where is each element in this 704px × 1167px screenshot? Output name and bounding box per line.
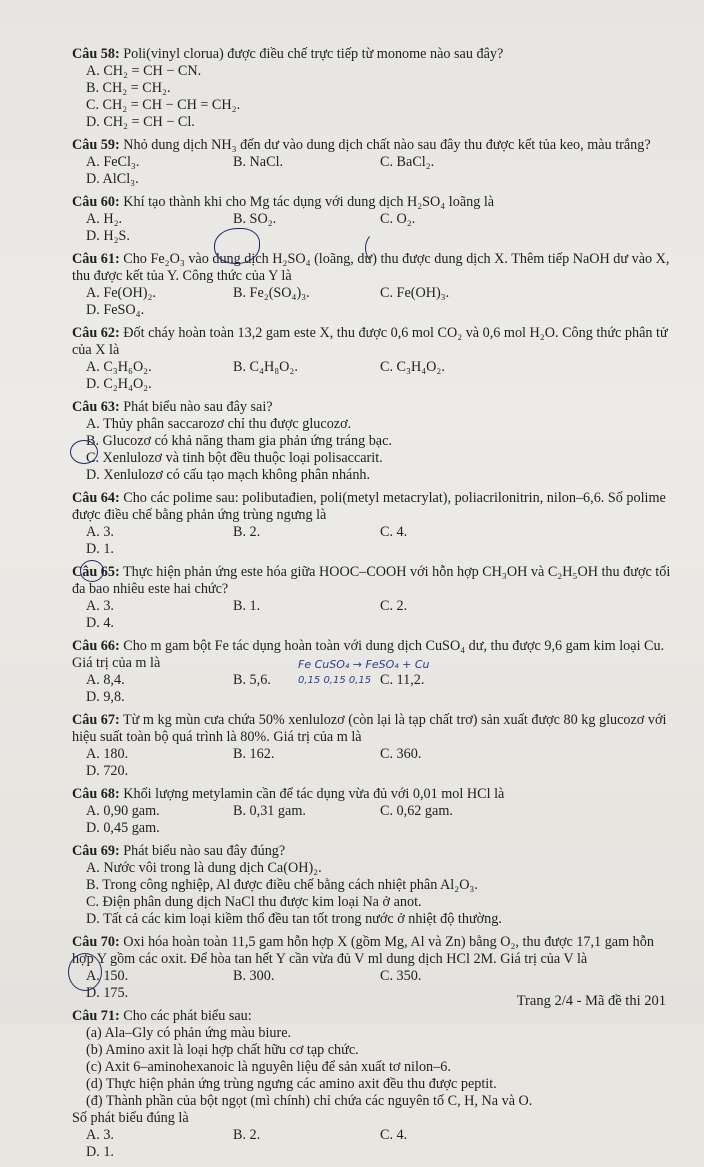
- option-c: C. Điện phân dung dịch NaCl thu được kim loại Na ở anot.: [86, 894, 422, 910]
- options: [72, 803, 672, 837]
- option-a: A. 0,90 gam.: [86, 803, 160, 819]
- question-62: [72, 325, 672, 393]
- question-tail: Số phát biểu đúng là: [72, 1110, 189, 1126]
- option-c: C. 2.: [380, 598, 408, 614]
- question-69: [72, 843, 672, 928]
- question-stem: Câu 65: Thực hiện phản ứng este hóa giữa HOOC–COOH với hỗn hợp CH₃OH và C₂H₅OH thu được tối đa bao nhiêu este hai chức?: [72, 564, 671, 597]
- option-d: D. 1.: [86, 541, 114, 557]
- question-70: [72, 934, 672, 1002]
- question-stem: Câu 66: Cho m gam bột Fe tác dụng hoàn toàn với dung dịch CuSO₄ dư, thu được 9,6 gam kim loại Cu. Giá trị của m là: [72, 638, 665, 671]
- option-b: B. NaCl.: [233, 154, 284, 170]
- question-63: [72, 399, 672, 484]
- question-stem: Câu 64: Cho các polime sau: polibutađien, poli(metyl metacrylat), poliacrilonitrin, nilon–6,6. Số polime được điều chế bằng phản ứng trùng ngưng là: [72, 490, 666, 523]
- option-d: D. Xenlulozơ có cấu tạo mạch không phân nhánh.: [86, 467, 371, 483]
- question-64: [72, 490, 672, 558]
- question-61: [72, 251, 672, 319]
- option-a: A. FeCl₃.: [86, 154, 140, 170]
- option-b: B. 2.: [233, 524, 261, 540]
- question-65: [72, 564, 672, 632]
- option-d: D. 175.: [86, 985, 129, 1001]
- option-a: A. Thủy phân saccarozơ chỉ thu được glucozơ.: [86, 416, 352, 432]
- question-71: [72, 1008, 672, 1161]
- option-a: A. 150.: [86, 968, 129, 984]
- option-a: A. Fe(OH)₂.: [86, 285, 156, 301]
- question-58: [72, 46, 672, 131]
- option-c: C. 4.: [380, 524, 408, 540]
- question-59: [72, 137, 672, 188]
- question-stem: Câu 62: Đốt cháy hoàn toàn 13,2 gam este X, thu được 0,6 mol CO₂ và 0,6 mol H₂O. Công thức phân tử của X là: [72, 325, 668, 358]
- option-d: D. CH₂ = CH − Cl.: [86, 114, 195, 130]
- option-b: B. 300.: [233, 968, 275, 984]
- option-d: D. C₂H₄O₂.: [86, 376, 152, 392]
- question-stem: Câu 67: Từ m kg mùn cưa chứa 50% xenlulozơ (còn lại là tạp chất trơ) sản xuất được 80 kg glucozơ với hiệu suất toàn bộ quá trình là 80%. Giá trị của m là: [72, 712, 667, 745]
- option-b: B. 1.: [233, 598, 261, 614]
- options: [72, 746, 672, 780]
- options: [72, 1127, 672, 1161]
- option-c: C. 4.: [380, 1127, 408, 1143]
- question-stem: Câu 69: Phát biểu nào sau đây đúng?: [72, 843, 286, 859]
- option-c: C. Xenlulozơ và tinh bột đều thuộc loại polisaccarit.: [86, 450, 383, 466]
- option-d: D. 9,8.: [86, 689, 125, 705]
- option-b: B. Trong công nghiệp, Al được điều chế bằng cách nhiệt phân Al₂O₃.: [86, 877, 478, 893]
- option-a: A. CH₂ = CH − CN.: [86, 63, 202, 79]
- question-stem: Câu 58: Poli(vinyl clorua) được điều chế trực tiếp từ monome nào sau đây?: [72, 46, 504, 62]
- option-b: B. Glucozơ có khả năng tham gia phản ứng tráng bạc.: [86, 433, 392, 449]
- option-a: A. C₃H₆O₂.: [86, 359, 152, 375]
- question-stem: Câu 63: Phát biểu nào sau đây sai?: [72, 399, 273, 415]
- option-a: A. H₂.: [86, 211, 123, 227]
- option-d: D. 1.: [86, 1144, 114, 1160]
- question-stem: Câu 71: Cho các phát biểu sau:: [72, 1008, 252, 1024]
- option-d: D. H₂S.: [86, 228, 130, 244]
- option-c: C. C₃H₄O₂.: [380, 359, 445, 375]
- question-stem: Câu 61: Cho Fe₂O₃ vào dung dịch H₂SO₄ (loãng, dư) thu được dung dịch X. Thêm tiếp NaOH dư vào X, thu được kết tủa Y. Công thức của Y là: [72, 251, 670, 284]
- option-d: D. 4.: [86, 615, 114, 631]
- option-c: C. BaCl₂.: [380, 154, 435, 170]
- options: [72, 860, 672, 928]
- option-b: B. 5,6.: [233, 672, 271, 688]
- question-66: [72, 638, 672, 706]
- options: [72, 285, 672, 319]
- question-68: [72, 786, 672, 837]
- options: [72, 154, 672, 188]
- question-stem: Câu 68: Khối lượng metylamin cần để tác dụng vừa đủ với 0,01 mol HCl là: [72, 786, 505, 802]
- options: [72, 416, 672, 484]
- question-67: [72, 712, 672, 780]
- option-c: C. 350.: [380, 968, 422, 984]
- option-c: C. 0,62 gam.: [380, 803, 453, 819]
- options: [72, 63, 672, 131]
- option-d: D. Tất cả các kim loại kiềm thổ đều tan tốt trong nước ở nhiệt độ thường.: [86, 911, 502, 927]
- option-c: C. 360.: [380, 746, 422, 762]
- statement-b: (b) Amino axit là loại hợp chất hữu cơ tạp chức.: [86, 1042, 359, 1058]
- options: [72, 672, 672, 706]
- option-a: A. 3.: [86, 524, 114, 540]
- option-a: A. 180.: [86, 746, 129, 762]
- options: [72, 524, 672, 558]
- handwritten-note: Fe CuSO₄ → FeSO₄ + Cu: [298, 658, 430, 671]
- handwritten-note: 0,15 0,15 0,15: [298, 675, 372, 686]
- option-a: A. 3.: [86, 1127, 114, 1143]
- option-b: B. 162.: [233, 746, 275, 762]
- option-d: D. 0,45 gam.: [86, 820, 160, 836]
- option-a: A. 3.: [86, 598, 114, 614]
- option-b: B. CH₂ = CH₂.: [86, 80, 171, 96]
- option-a: A. Nước vôi trong là dung dịch Ca(OH)₂.: [86, 860, 322, 876]
- option-c: C. O₂.: [380, 211, 416, 227]
- statement-dd: (đ) Thành phần của bột ngọt (mì chính) chỉ chứa các nguyên tố C, H, Na và O.: [86, 1093, 533, 1109]
- option-c: C. CH₂ = CH − CH = CH₂.: [86, 97, 241, 113]
- option-b: B. 2.: [233, 1127, 261, 1143]
- option-b: B. Fe₂(SO₄)₃.: [233, 285, 310, 301]
- question-stem: Câu 70: Oxi hóa hoàn toàn 11,5 gam hỗn hợp X (gồm Mg, Al và Zn) bằng O₂, thu được 17,1 gam hỗn hợp Y gồm các oxit. Để hòa tan hết Y cần vừa đủ V ml dung dịch HCl 2M. Giá trị của V là: [72, 934, 654, 967]
- option-c: C. Fe(OH)₃.: [380, 285, 450, 301]
- option-d: D. 720.: [86, 763, 129, 779]
- page-footer: Trang 2/4 - Mã đề thi 201: [516, 993, 666, 1009]
- statement-c: (c) Axit 6–aminohexanoic là nguyên liệu để sản xuất tơ nilon–6.: [86, 1059, 451, 1075]
- statement-a: (a) Ala–Gly có phản ứng màu biure.: [86, 1025, 292, 1041]
- option-b: B. 0,31 gam.: [233, 803, 306, 819]
- option-d: D. AlCl₃.: [86, 171, 139, 187]
- option-d: D. FeSO₄.: [86, 302, 145, 318]
- option-b: B. SO₂.: [233, 211, 277, 227]
- option-b: B. C₄H₈O₂.: [233, 359, 298, 375]
- statement-d: (d) Thực hiện phản ứng trùng ngưng các amino axit đều thu được peptit.: [86, 1076, 497, 1092]
- question-stem: Câu 59: Nhỏ dung dịch NH₃ đến dư vào dung dịch chất nào sau đây thu được kết tủa keo, màu trắng?: [72, 137, 651, 153]
- options: [72, 598, 672, 632]
- options: [72, 359, 672, 393]
- question-60: [72, 194, 672, 245]
- option-a: A. 8,4.: [86, 672, 125, 688]
- option-c: C. 11,2.: [380, 672, 425, 688]
- options: [72, 211, 672, 245]
- question-stem: Câu 60: Khí tạo thành khi cho Mg tác dụng với dung dịch H₂SO₄ loãng là: [72, 194, 495, 210]
